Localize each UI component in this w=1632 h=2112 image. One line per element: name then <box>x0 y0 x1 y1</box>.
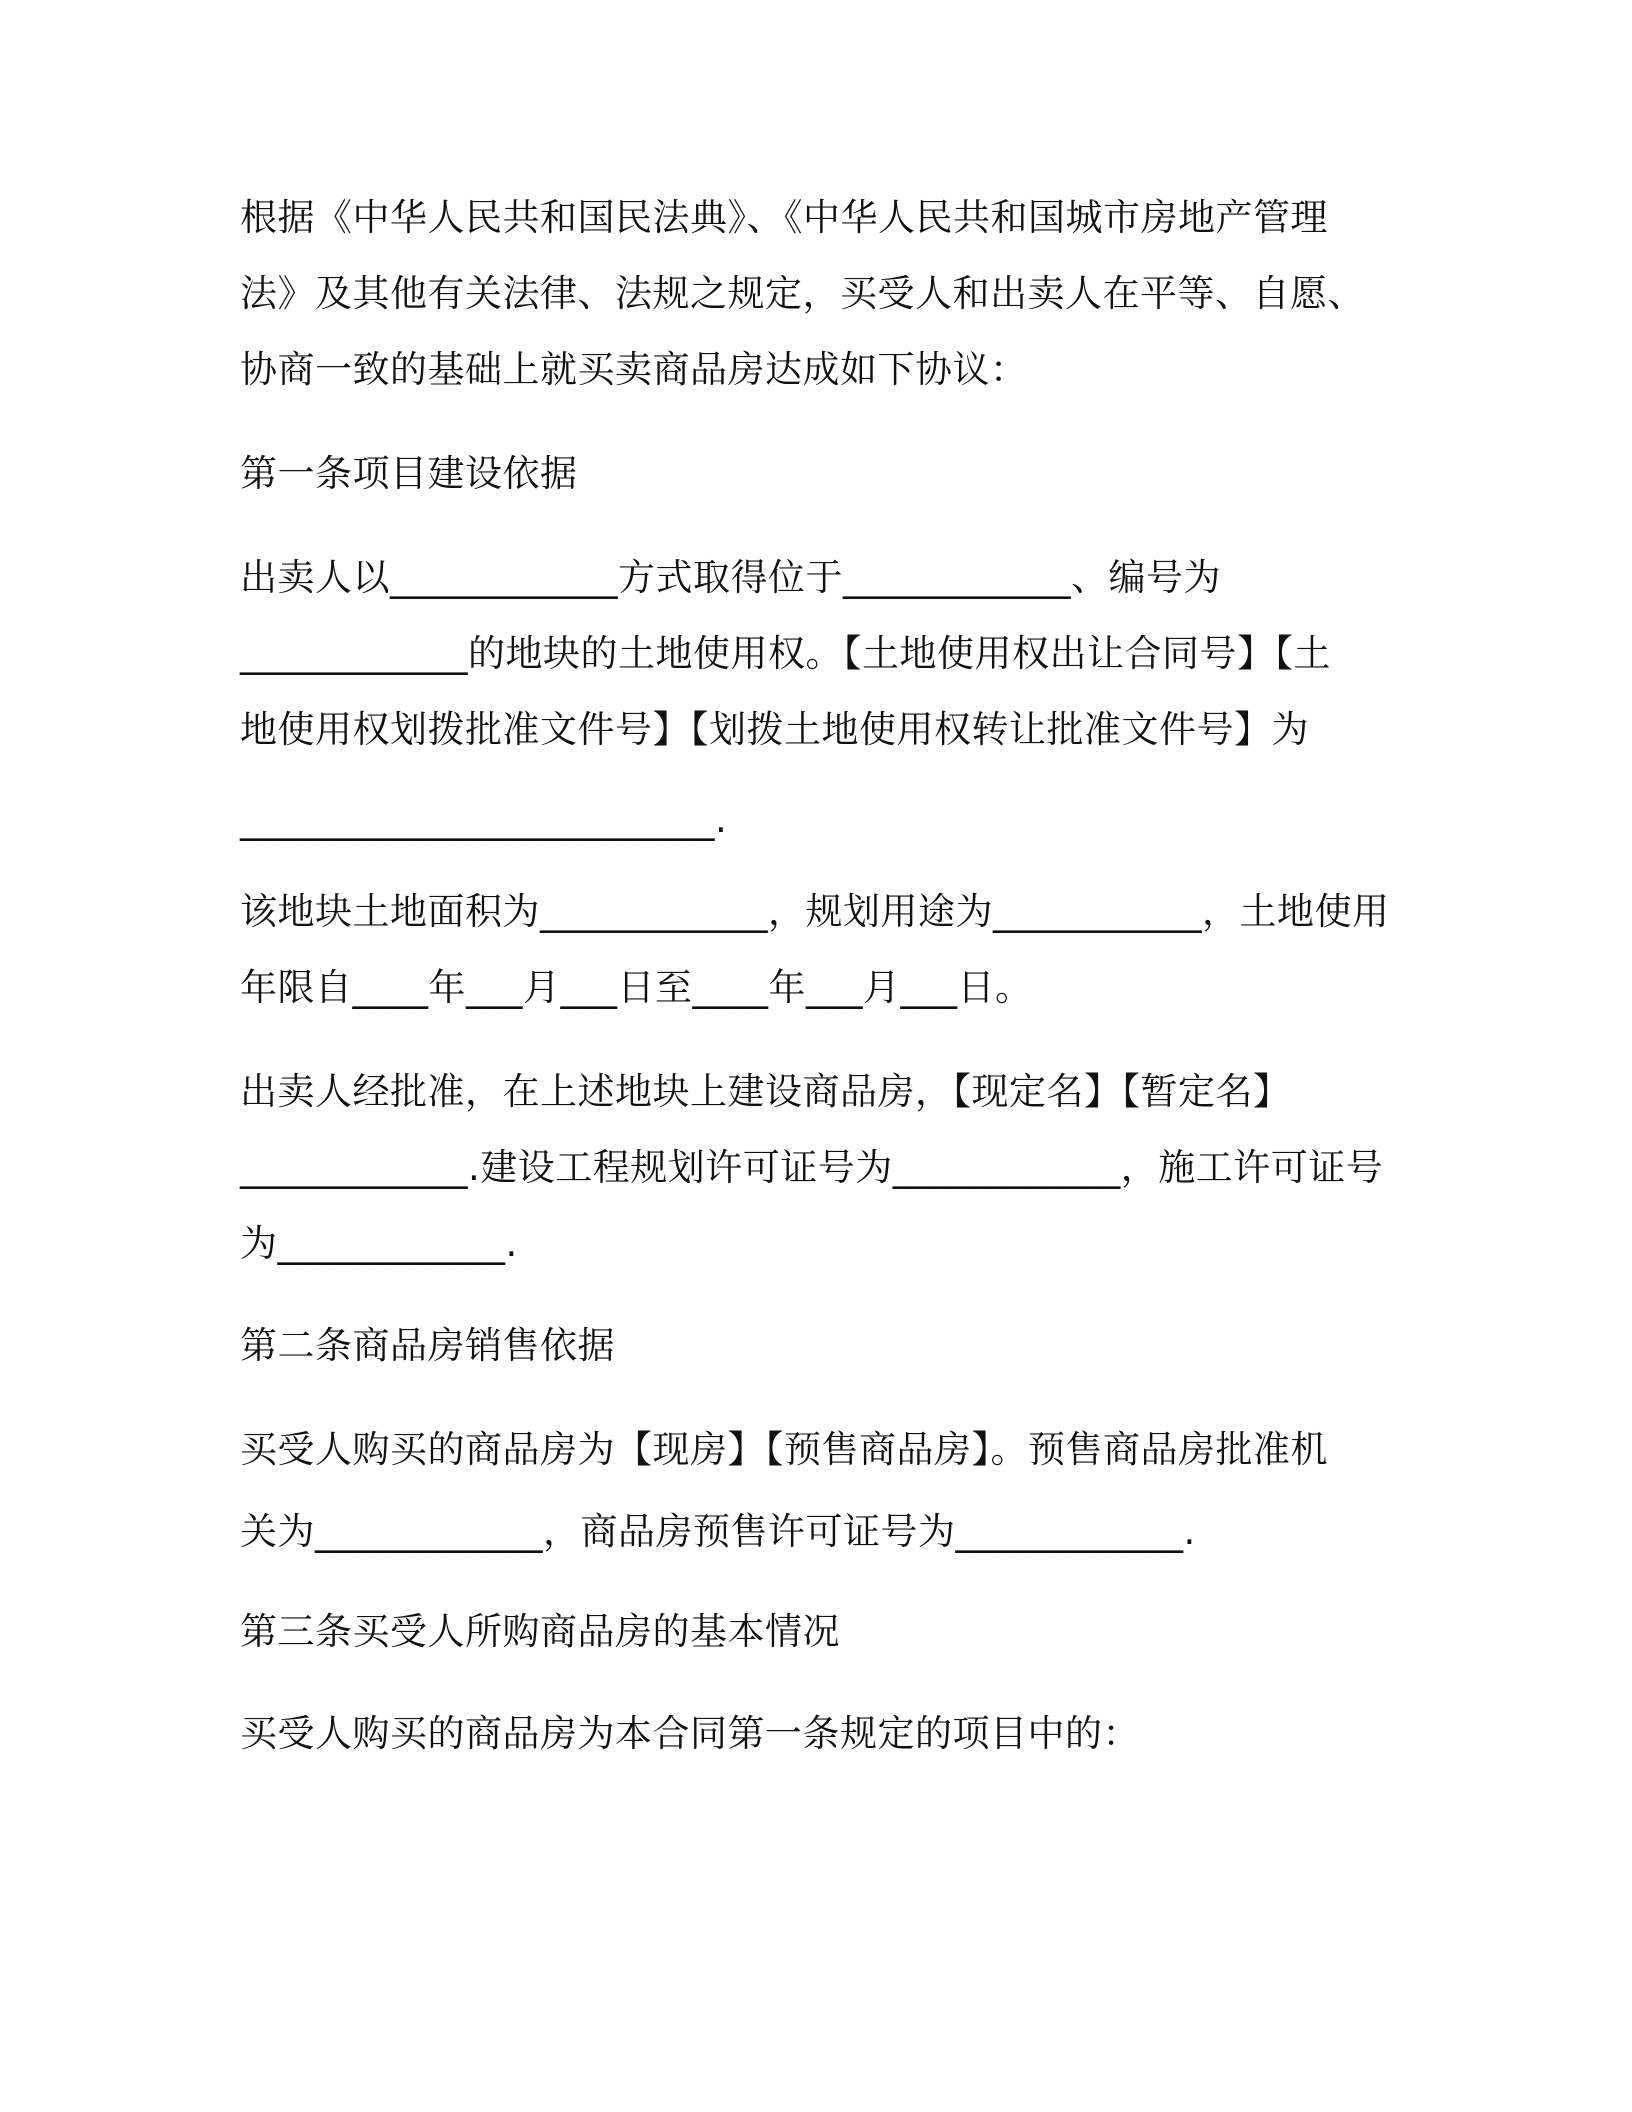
paragraph-preamble-line-2: 法》及其他有关法律、法规之规定，买受人和出卖人在平等、自愿、 <box>240 272 1365 315</box>
article-2-heading: 第二条商品房销售依据 <box>240 1324 615 1367</box>
article-1-para-3-line-2: ____________.建设工程规划许可证号为____________，施工许可证号 <box>240 1146 1384 1189</box>
article-1-para-3-line-3: 为____________. <box>240 1222 518 1265</box>
article-1-para-1-line-3: 地使用权划拨批准文件号】【划拨土地使用权转让批准文件号】为 <box>240 708 1309 751</box>
article-1-para-1-line-4: _________________________. <box>240 798 728 841</box>
paragraph-preamble-line-3: 协商一致的基础上就买卖商品房达成如下协议： <box>240 348 1028 391</box>
article-1-para-3-line-1: 出卖人经批准，在上述地块上建设商品房，【现定名】【暂定名】 <box>240 1070 1291 1113</box>
article-1-para-2-line-1: 该地块土地面积为____________，规划用途为___________，土地使用 <box>240 890 1390 933</box>
paragraph-preamble-line-1: 根据《中华人民共和国民法典》、《中华人民共和国城市房地产管理 <box>240 196 1328 239</box>
article-3-heading: 第三条买受人所购商品房的基本情况 <box>240 1610 840 1653</box>
article-1-para-2-line-2: 年限自____年___月___日至____年___月___日。 <box>240 966 1033 1009</box>
article-3-para-1-line-1: 买受人购买的商品房为本合同第一条规定的项目中的： <box>240 1712 1140 1755</box>
article-2-para-1-line-2: 关为____________，商品房预售许可证号为____________. <box>240 1510 1196 1553</box>
article-2-para-1-line-1: 买受人购买的商品房为【现房】【预售商品房】。预售商品房批准机 <box>240 1428 1328 1471</box>
article-1-heading: 第一条项目建设依据 <box>240 452 578 495</box>
article-1-para-1-line-1: 出卖人以____________方式取得位于____________、编号为 <box>240 556 1221 599</box>
article-1-para-1-line-2: ____________的地块的土地使用权。【土地使用权出让合同号】【土 <box>240 632 1331 675</box>
